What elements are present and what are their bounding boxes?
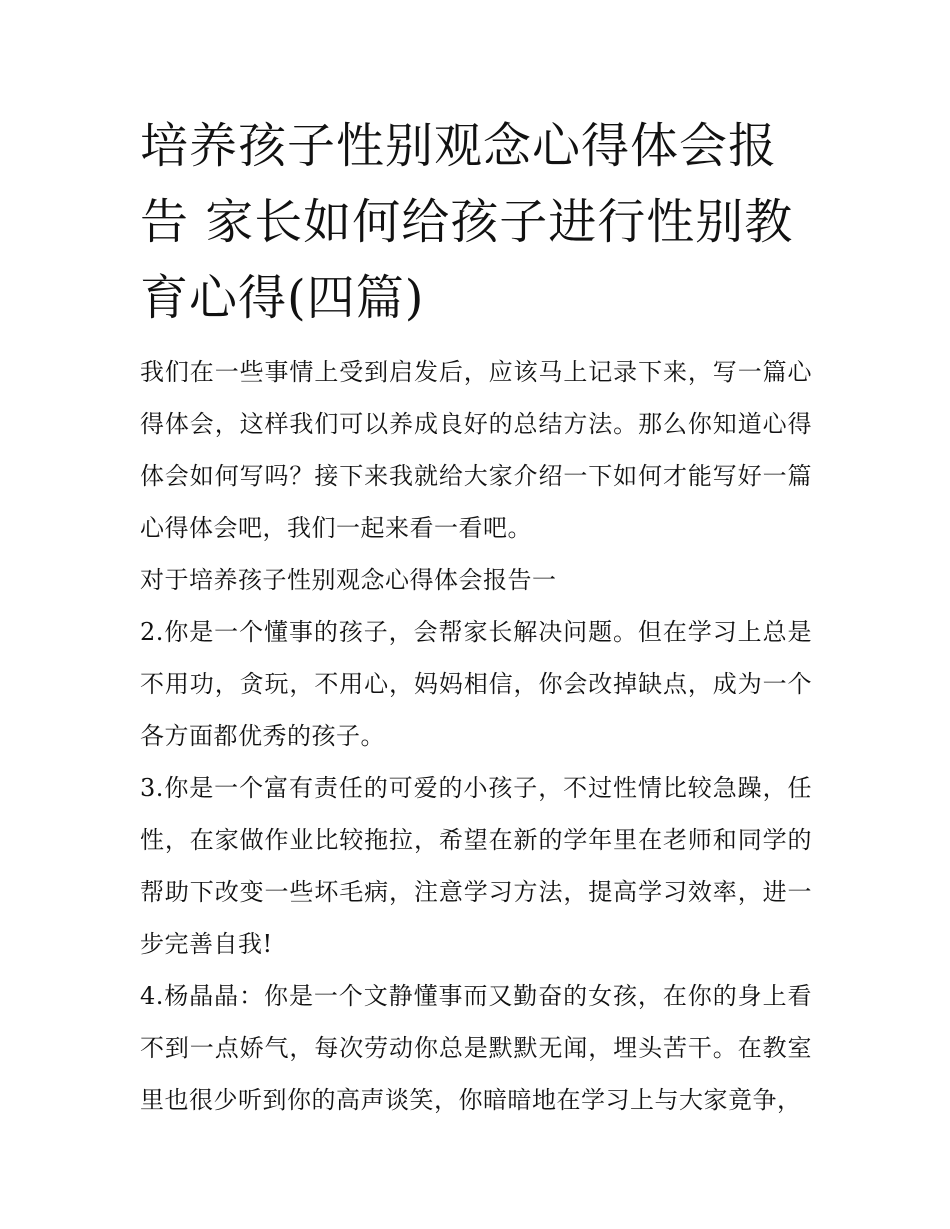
paragraph-item-3: 3.你是一个富有责任的可爱的小孩子，不过性情比较急躁，任性，在家做作业比较拖拉，希望在新的学年里在老师和同学的帮助下改变一些坏毛病，注意学习方法，提高学习效率，进一步完善自我! bbox=[140, 774, 812, 958]
section-heading: 对于培养孩子性别观念心得体会报告一 bbox=[140, 566, 557, 594]
document-title: 培养孩子性别观念心得体会报告 家长如何给孩子进行性别教育心得(四篇) bbox=[140, 118, 794, 326]
intro-paragraph: 我们在一些事情上受到启发后，应该马上记录下来，写一篇心得体会，这样我们可以养成良好的总结方法。那么你知道心得体会如何写吗？接下来我就给大家介绍一下如何才能写好一篇心得体会吧，我们一起来看一看吧。 bbox=[140, 358, 812, 542]
paragraph-item-2: 2.你是一个懂事的孩子，会帮家长解决问题。但在学习上总是不用功，贪玩，不用心，妈妈相信，你会改掉缺点，成为一个各方面都优秀的孩子。 bbox=[140, 618, 812, 750]
paragraph-item-4: 4.杨晶晶：你是一个文静懂事而又勤奋的女孩，在你的身上看不到一点娇气，每次劳动你总是默默无闻，埋头苦干。在教室里也很少听到你的高声谈笑，你暗暗地在学习上与大家竟争， bbox=[140, 982, 812, 1114]
document-page bbox=[140, 108, 812, 1126]
